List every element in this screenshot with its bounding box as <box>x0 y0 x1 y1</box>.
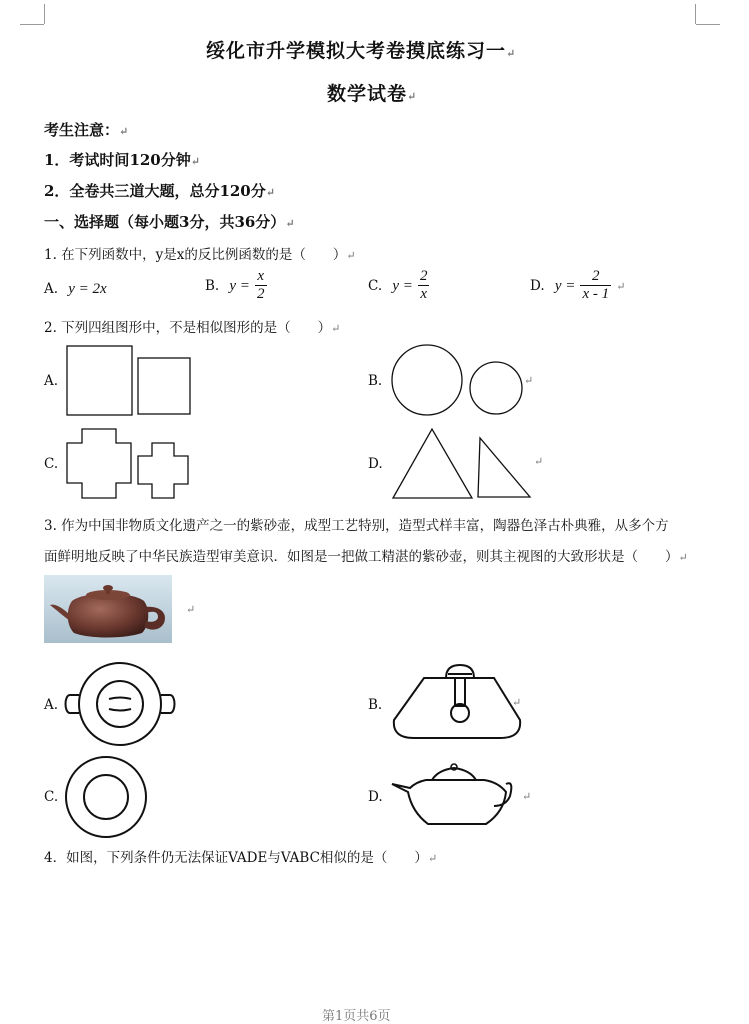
q2-option-b-label: B. <box>368 373 383 389</box>
q1-option-a: A. y = 2x <box>44 281 107 297</box>
q3-option-c-label: C. <box>44 789 59 805</box>
q2-option-c-crosses <box>66 428 192 502</box>
q3-option-d-view <box>388 762 548 830</box>
q2-option-c-label: C. <box>44 456 59 472</box>
paragraph-mark: ↵ <box>524 374 534 387</box>
q3-option-d-label: D. <box>368 789 383 805</box>
page-subtitle: 数学试卷↵ <box>327 83 418 105</box>
section-heading-choice: 一、选择题（每小题3分，共36分）↵ <box>44 213 295 231</box>
q3-stem-line1: 3. 作为中国非物质文化遗产之一的紫砂壶，成型工艺特别，造型式样丰富，陶器色泽古朴典雅，从多个方 <box>44 518 669 534</box>
q2-option-d-label: D. <box>368 456 383 472</box>
teapot-photo <box>44 575 204 643</box>
paragraph-mark: ↵ <box>534 455 544 468</box>
q2-option-a-squares <box>66 345 194 417</box>
q3-option-b-label: B. <box>368 697 383 713</box>
q2-option-b-circles <box>390 344 540 418</box>
page-title: 绥化市升学模拟大考卷摸底练习一↵ <box>206 40 517 62</box>
q1-option-c: C. y = $\frac{2}{x}$ <box>368 268 428 302</box>
q2-stem: 2. 下列四组图形中，不是相似图形的是（ ）↵ <box>44 320 341 336</box>
q1-option-d: D. y = $\frac{2}{x - 1}$ ↵ <box>530 268 626 302</box>
notice-item-time: 1．考试时间120分钟↵ <box>44 151 200 169</box>
page-footer: 第1页共6页 <box>322 1009 391 1024</box>
crop-mark <box>695 4 696 24</box>
crop-mark <box>44 4 45 24</box>
q2-option-d-triangles <box>390 427 550 501</box>
crop-mark <box>696 24 720 25</box>
crop-mark <box>20 24 44 25</box>
paragraph-mark: ↵ <box>522 790 532 803</box>
paragraph-mark: ↵ <box>186 603 196 616</box>
notice-item-score: 2．全卷共三道大题，总分120分↵ <box>44 182 275 200</box>
q3-option-a-view <box>62 660 178 748</box>
notice-heading: 考生注意：↵ <box>44 121 129 139</box>
q1-option-b: B. y = $\frac{x}{2}$ <box>205 268 265 302</box>
q1-stem: 1. 在下列函数中，y是x的反比例函数的是（ ）↵ <box>44 247 356 263</box>
q3-option-b-view <box>388 662 528 742</box>
paragraph-mark: ↵ <box>512 696 522 709</box>
q3-stem-line2: 面鲜明地反映了中华民族造型审美意识．如图是一把做工精湛的紫砂壶，则其主视图的大致形状是（ ）↵ <box>44 549 688 565</box>
q4-stem: 4．如图，下列条件仍无法保证VADE与VABC相似的是（ ）↵ <box>44 850 438 866</box>
q3-option-a-label: A. <box>44 697 59 713</box>
q2-option-a-label: A. <box>44 373 59 389</box>
q3-option-c-view <box>62 755 152 839</box>
